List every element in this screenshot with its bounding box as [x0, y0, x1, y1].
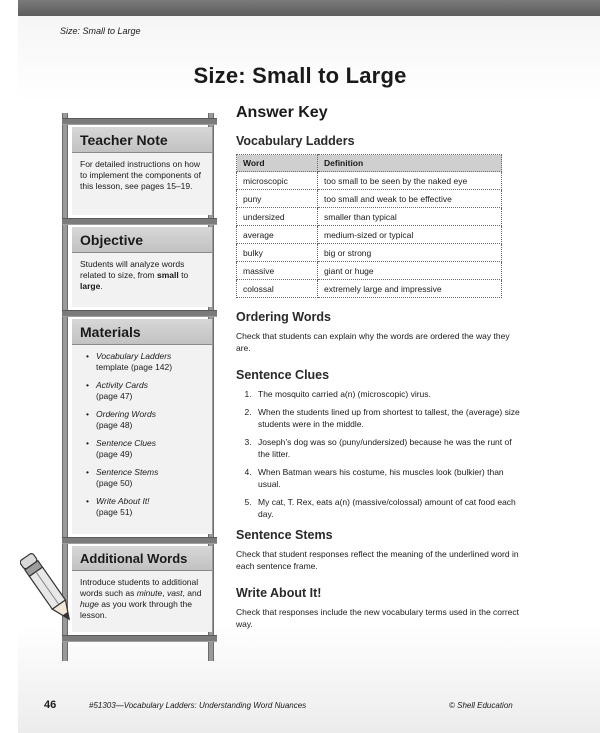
footer-book-title: #51303—Vocabulary Ladders: Understanding Word Nuances: [89, 701, 307, 710]
word-cell: massive: [237, 262, 318, 280]
objective-bold-small: small: [157, 270, 179, 280]
page-number: 46: [44, 699, 57, 711]
material-detail: (page 51): [96, 507, 133, 517]
material-detail: (page 50): [96, 478, 133, 488]
material-title: Write About It!: [96, 496, 150, 506]
list-item: [80, 351, 208, 373]
col-definition-header: Definition: [318, 155, 502, 172]
definition-cell: giant or huge: [318, 262, 502, 280]
material-detail: template (page 142): [96, 362, 173, 372]
material-detail: (page 47): [96, 391, 133, 401]
table-row: [237, 172, 502, 190]
pencil-icon: [20, 548, 76, 630]
definition-cell: medium-sized or typical: [318, 226, 502, 244]
objective-text-part: Students will analyze words related to size, from: [80, 259, 185, 280]
table-row: [237, 226, 502, 244]
col-word-header: Word: [237, 155, 318, 172]
material-detail: (page 49): [96, 449, 133, 459]
ordering-words-heading: Ordering Words: [236, 310, 331, 324]
list-item: 1. The mosquito carried a(n) (microscopic) virus.: [254, 388, 521, 400]
word-cell: average: [237, 226, 318, 244]
list-item: [80, 438, 208, 460]
vocab-ladders-heading: Vocabulary Ladders: [236, 134, 355, 148]
additional-words-heading: Additional Words: [72, 546, 212, 571]
sentence-clues-heading: Sentence Clues: [236, 368, 330, 382]
ladder-rung: [62, 310, 217, 317]
material-detail: (page 48): [96, 420, 133, 430]
list-item: [80, 409, 208, 431]
text-part: as you work through the lesson.: [80, 599, 193, 620]
list-item: [80, 467, 208, 489]
objective-heading: Objective: [72, 227, 212, 253]
materials-box: [72, 319, 212, 534]
table-row: [237, 208, 502, 226]
sentence-clues-list: [236, 388, 521, 520]
text-part: ,: [162, 588, 167, 598]
list-item: 3. Joseph’s dog was so (puny/undersized) because he was the runt of the litter.: [254, 436, 521, 460]
list-item: [80, 380, 208, 402]
material-title: Ordering Words: [96, 409, 156, 419]
objective-bold-large: large: [80, 281, 101, 291]
word-huge: huge: [80, 599, 99, 609]
objective-text: [72, 253, 212, 298]
word-cell: bulky: [237, 244, 318, 262]
list-item: 5. My cat, T. Rex, eats a(n) (massive/colossal) amount of cat food each day.: [254, 496, 521, 520]
sentence-stems-heading: Sentence Stems: [236, 528, 333, 542]
running-header: Size: Small to Large: [60, 26, 141, 36]
ordering-words-text: Check that students can explain why the words are ordered the way they are.: [236, 331, 510, 353]
word-cell: puny: [237, 190, 318, 208]
list-item: 4. When Batman wears his costume, his muscles look (bulkier) than usual.: [254, 466, 521, 490]
word-cell: microscopic: [237, 172, 318, 190]
material-title: Sentence Stems: [96, 467, 159, 477]
teacher-note-heading: Teacher Note: [72, 127, 212, 153]
additional-words-box: [72, 546, 212, 632]
word-vast: vast: [166, 588, 183, 598]
top-bar: [18, 0, 600, 16]
ladder-rung: [62, 537, 217, 544]
answer-key-heading: Answer Key: [236, 104, 328, 121]
definition-cell: extremely large and impressive: [318, 280, 502, 298]
table-row: [237, 280, 502, 298]
list-item: 2. When the students lined up from shortest to tallest, the (average) size students were in the middle.: [254, 406, 521, 430]
word-minute: minute: [136, 588, 163, 598]
definition-cell: big or strong: [318, 244, 502, 262]
ladder-rung: [62, 218, 217, 225]
text-part: Introduce students to additional words such as: [80, 577, 199, 598]
page-title: Size: Small to Large: [193, 63, 407, 88]
word-cell: colossal: [237, 280, 318, 298]
additional-words-text: [72, 571, 212, 627]
material-title: Activity Cards: [96, 380, 148, 390]
objective-text-part: to: [178, 270, 189, 280]
material-title: Sentence Clues: [96, 438, 157, 448]
teacher-note-text: For detailed instructions on how to implement the components of this lesson, see pages 15–19.: [80, 159, 201, 191]
sentence-stems-text: Check that student responses reflect the meaning of the underlined word in each sentence frame.: [236, 549, 519, 571]
table-row: [237, 262, 502, 280]
write-about-it-heading: Write About It!: [236, 586, 322, 600]
teacher-note-box: [72, 127, 212, 215]
definition-cell: smaller than typical: [318, 208, 502, 226]
write-about-it-text: Check that responses include the new vocabulary terms used in the correct way.: [236, 607, 520, 629]
ladder-rung: [62, 635, 217, 642]
text-part: , and: [182, 588, 202, 598]
definition-cell: too small and weak to be effective: [318, 190, 502, 208]
materials-list: [72, 345, 212, 531]
word-cell: undersized: [237, 208, 318, 226]
table-header-row: [237, 155, 502, 172]
objective-text-part: .: [100, 281, 103, 291]
ladder-rung: [62, 118, 217, 125]
material-title: Vocabulary Ladders: [96, 351, 172, 361]
definition-cell: too small to be seen by the naked eye: [318, 172, 502, 190]
vocab-table: [236, 154, 502, 298]
table-row: [237, 190, 502, 208]
list-item: [80, 496, 208, 518]
materials-heading: Materials: [72, 319, 212, 345]
objective-box: [72, 227, 212, 307]
page-footer: [0, 699, 600, 713]
footer-publisher: © Shell Education: [449, 701, 513, 710]
table-row: [237, 244, 502, 262]
main-content: [236, 104, 521, 630]
